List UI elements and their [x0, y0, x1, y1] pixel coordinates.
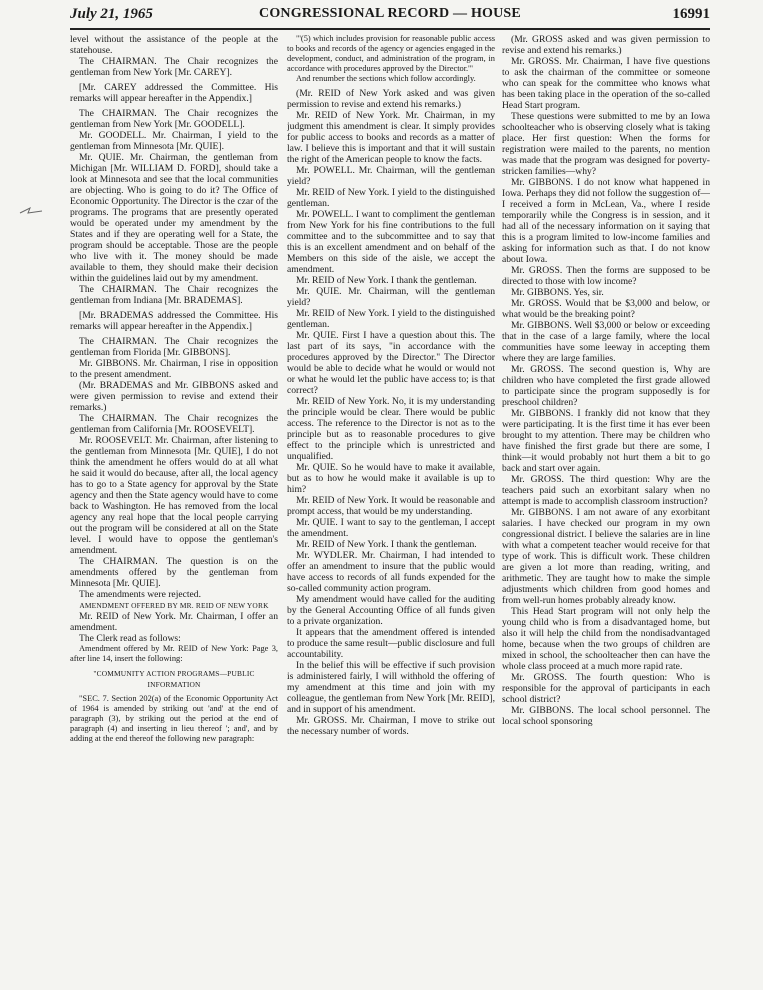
paragraph: Mr. GIBBONS. I frankly did not know that they were participating. It is the first time it has ever been brought to my attention. There may be children who have finished the first grade but there are some, I think—it would probably not hurt them a bit to go back and start over again.: [502, 408, 710, 474]
paragraph: The CHAIRMAN. The Chair recognizes the gentleman from Florida [Mr. GIBBONS].: [70, 336, 278, 358]
paragraph: "SEC. 7. Section 202(a) of the Economic Opportunity Act of 1964 is amended by striking out 'and' at the end of paragraph (3), by striking out the period at the end of paragraph (4) and inserting in lieu thereof '; and', and by adding at the end thereof the following new paragraph:: [70, 694, 278, 743]
paragraph: Mr. GROSS. Then the forms are supposed to be directed to those with low income?: [502, 265, 710, 287]
page-header: [70, 6, 710, 30]
paragraph: Mr. GIBBONS. Mr. Chairman, I rise in opposition to the present amendment.: [70, 358, 278, 380]
paragraph: In the belief this will be effective if such provision is administered fairly, I will withhold the offering of my amendment at this time and join with my colleague, the gentleman from New York [Mr. REID], and in support of his amendment.: [287, 660, 495, 715]
margin-pencil-mark: [18, 204, 44, 218]
paragraph: (Mr. GROSS asked and was given permission to revise and extend his remarks.): [502, 34, 710, 56]
paragraph: Mr. REID of New York. Mr. Chairman, I offer an amendment.: [70, 611, 278, 633]
paragraph: (Mr. BRADEMAS and Mr. GIBBONS asked and were given permission to revise and extend their remarks.): [70, 380, 278, 413]
paragraph: These questions were submitted to me by an Iowa schoolteacher who is observing closely what is taking place. Her first question: When the forms for registration were mailed to the parents, no mention was made that the program was designed for poverty-stricken families—why?: [502, 111, 710, 177]
text-column-2: [287, 34, 495, 984]
header-rule: [70, 28, 710, 30]
paragraph: Mr. ROOSEVELT. Mr. Chairman, after listening to the gentleman from Minnesota [Mr. QUIE], I do not think the amendment he offers would do at all what he said it would do because, after all, the local agency has to go to a State agency for approval by the State agency and then the State agency would have to come back to Washington. He has removed from the local agency any real hope that the local people carrying out the program will be considered at all on the State level. I would have to oppose the gentleman's amendment.: [70, 435, 278, 556]
paragraph: Mr. GROSS. The second question is, Why are children who have completed the first grade allowed to participate since the program supposedly is for preschool children?: [502, 364, 710, 408]
paragraph: Mr. REID of New York. It would be reasonable and prompt access, that would be my understanding.: [287, 495, 495, 517]
paragraph: Mr. GROSS. The fourth question: Who is responsible for the approval of participants in each school district?: [502, 672, 710, 705]
paragraph: Mr. QUIE. I want to say to the gentleman, I accept the amendment.: [287, 517, 495, 539]
paragraph: The Clerk read as follows:: [79, 633, 181, 644]
paragraph: Mr. QUIE. First I have a question about this. The last part of its says, "in accordance with the procedures approved by the Director." The Director would be able to decide what he would or would not or what he would let the public have access to; is that correct?: [287, 330, 495, 396]
text-column-3: [502, 34, 710, 984]
paragraph: Mr. GIBBONS. I do not know what happened in Iowa. Perhaps they did not follow the suggestion of—I received a form in McLean, Va., where I reside temporarily while the Congress is in session, and it had all of the necessary information on it saying that this is a program limited to low-income families and asking for information such as that. I do not know about Iowa.: [502, 177, 710, 265]
paragraph: level without the assistance of the people at the statehouse.: [70, 34, 278, 56]
paragraph: My amendment would have called for the auditing by the General Accounting Office of all funds given to a private organization.: [287, 594, 495, 627]
paragraph: Mr. GIBBONS. I am not aware of any exorbitant salaries. I have checked our program in my own congressional district. I believe the salaries are in line with what a competent teacher would receive for that type of work. This is difficult work. These children are given a lot more than reading, writing, and arithmetic. They are taught how to make the simple adjustments which children from good homes and from well-run homes probably already know.: [502, 507, 710, 606]
paragraph: Mr. REID of New York. Mr. Chairman, in my judgment this amendment is clear. It simply provides for public access to books and records as a matter of law. I believe this is important and that it will sustain the right of the American people to know the facts.: [287, 110, 495, 165]
paragraph: The amendments were rejected.: [79, 589, 201, 600]
paragraph: Mr. POWELL. Mr. Chairman, will the gentleman yield?: [287, 165, 495, 187]
paragraph: (Mr. REID of New York asked and was given permission to revise and extend his remarks.): [287, 88, 495, 110]
paragraph: The CHAIRMAN. The Chair recognizes the gentleman from New York [Mr. CAREY].: [70, 56, 278, 78]
paragraph: The CHAIRMAN. The Chair recognizes the gentleman from California [Mr. ROOSEVELT].: [70, 413, 278, 435]
paragraph: "'(5) which includes provision for reasonable public access to books and records of the agency or agencies engaged in the development, conduct, and administration of the program, in accordance with procedures approved by the Director.'": [287, 34, 495, 73]
paragraph: The CHAIRMAN. The Chair recognizes the gentleman from New York [Mr. GOODELL].: [70, 108, 278, 130]
paragraph: Mr. REID of New York. I yield to the distinguished gentleman.: [287, 187, 495, 209]
paragraph: Mr. QUIE. Mr. Chairman, will the gentleman yield?: [287, 286, 495, 308]
paragraph: Mr. WYDLER. Mr. Chairman, I had intended to offer an amendment to insure that the public would have access to records of all funds expended for the so-called community action program.: [287, 550, 495, 594]
paragraph: Mr. QUIE. Mr. Chairman, the gentleman from Michigan [Mr. WILLIAM D. FORD], should take a look at Minnesota and see that the local communities are objecting. Who is going to do it? The Office of Economic Opportunity. The Director is the czar of the programs. The programs that are presently operated would be operated under my amendment by the States and if they are operating well for a State, the program should be acceptable. Those are the people who live with it. The money should be made available to them, they should make their decision within the guidelines laid out by my amendment.: [70, 152, 278, 284]
paragraph: The CHAIRMAN. The Chair recognizes the gentleman from Indiana [Mr. BRADEMAS].: [70, 284, 278, 306]
paragraph: Mr. REID of New York. I thank the gentleman.: [296, 539, 477, 550]
paragraph: [Mr. CAREY addressed the Committee. His remarks will appear hereafter in the Appendix.]: [70, 82, 278, 104]
paragraph: "COMMUNITY ACTION PROGRAMS—PUBLIC INFORMATION: [93, 669, 255, 689]
paragraph: The CHAIRMAN. The question is on the amendments offered by the gentleman from Minnesota [Mr. QUIE].: [70, 556, 278, 589]
paragraph: AMENDMENT OFFERED BY MR. REID OF NEW YORK: [79, 601, 269, 610]
paragraph: Amendment offered by Mr. REID of New York: Page 3, after line 14, insert the following:: [70, 644, 278, 663]
paragraph: Mr. REID of New York. I thank the gentleman.: [296, 275, 477, 286]
header-title: CONGRESSIONAL RECORD — HOUSE: [259, 6, 521, 21]
header-page-number: 16991: [672, 6, 710, 22]
header-date: July 21, 1965: [70, 6, 153, 22]
paragraph: Mr. GROSS. Mr. Chairman, I have five questions to ask the chairman of the committee or someone who can speak for the committee who knows what has been taking place in the operation of the so-called Head Start program.: [502, 56, 710, 111]
paragraph: Mr. GROSS. The third question: Why are the teachers paid such an exorbitant salary when no attempt is made to accomplish classroom instruction?: [502, 474, 710, 507]
paragraph: Mr. GOODELL. Mr. Chairman, I yield to the gentleman from Minnesota [Mr. QUIE].: [70, 130, 278, 152]
paragraph: Mr. GIBBONS. Yes, sir.: [511, 287, 604, 298]
paragraph: And renumber the sections which follow accordingly.: [296, 74, 476, 83]
paragraph: It appears that the amendment offered is intended to produce the same result—public disclosure and full accountability.: [287, 627, 495, 660]
paragraph: Mr. REID of New York. I yield to the distinguished gentleman.: [287, 308, 495, 330]
paragraph: This Head Start program will not only help the young child who is from a disadvantaged home, but also it will help the child from the nondisadvantaged home, because when the two groups of children are mixed in school, the schoolteacher then can have the whole class proceed at a much more rapid rate.: [502, 606, 710, 672]
paragraph: Mr. GROSS. Would that be $3,000 and below, or what would be the breaking point?: [502, 298, 710, 320]
paragraph: Mr. QUIE. So he would have to make it available, but as to how he would make it available is up to him?: [287, 462, 495, 495]
paragraph: Mr. GIBBONS. Well $3,000 or below or exceeding that in the case of a large family, where the local communities have some leeway in accepting them where they are large families.: [502, 320, 710, 364]
paragraph: [Mr. BRADEMAS addressed the Committee. His remarks will appear hereafter in the Appendix.]: [70, 310, 278, 332]
paragraph: Mr. POWELL. I want to compliment the gentleman from New York for his fine contributions to the full committee and to the subcommittee and to say that this is an excellent amendment and on behalf of the Members on this side of the aisle, we accept the amendment.: [287, 209, 495, 275]
paragraph: Mr. GIBBONS. The local school personnel. The local school sponsoring: [502, 705, 710, 727]
text-column-1: [70, 34, 278, 984]
paragraph: Mr. REID of New York. No, it is my understanding the principle would be clear. There would be public access. The reference to the Director is not as to the principle but as to reasonable procedures to give effect to the principle which is unrestricted and unqualified.: [287, 396, 495, 462]
paragraph: Mr. GROSS. Mr. Chairman, I move to strike out the necessary number of words.: [287, 715, 495, 737]
